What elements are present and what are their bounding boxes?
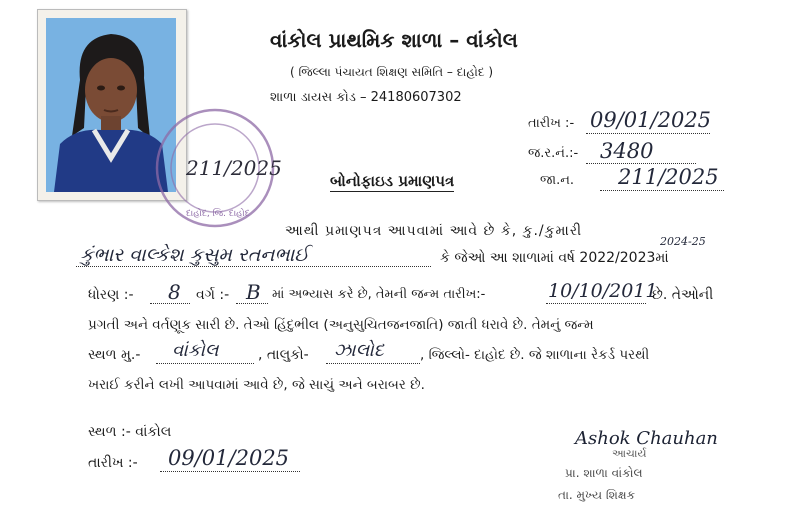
meta-date-label: તારીખ :-	[528, 116, 575, 131]
dob-value: 10/10/2011	[548, 280, 658, 302]
student-name-underline	[76, 266, 431, 267]
body-line-3-tail: છે. તેઓની	[652, 287, 714, 303]
footer-place: સ્થળ :- વાંકોલ	[88, 424, 172, 440]
dise-code: શાળા ડાયસ કોડ – 24180607302	[270, 90, 462, 105]
meta-date-underline	[586, 133, 710, 134]
class-underline	[236, 303, 268, 304]
std-label: ધોરણ :-	[88, 287, 134, 303]
std-value: 8	[168, 280, 181, 304]
class-value: B	[246, 280, 261, 304]
body-line-3-mid: માં અભ્યાસ કરે છે, તેમની જન્મ તારીખ:-	[272, 287, 486, 302]
stamp-ring-text: દાહોદ, જિ. દાહોદ	[186, 209, 250, 219]
body-line-2-tail: કે જેઓ આ શાળામાં વર્ષ 2022/2023માં	[440, 250, 669, 266]
jak-underline	[600, 190, 724, 191]
place-label: સ્થળ મુ.-	[88, 347, 141, 363]
std-underline	[150, 303, 190, 304]
body-line-4: પ્રગતી અને વર્તણૂક સારી છે. તેઓ હિંદુભીલ (અનુસુચિતજનજાતિ) જાતી ધરાવે છે. તેમનું જન્મ	[88, 317, 594, 333]
place-underline	[156, 363, 254, 364]
footer-date-value: 09/01/2025	[168, 446, 290, 470]
footer-date-label: તારીખ :-	[88, 455, 138, 471]
signature-title: આચાર્ય	[612, 447, 647, 460]
school-name: વાંકોલ પ્રાથમિક શાળા – વાંકોલ	[270, 28, 518, 52]
jak-label: જા.ન.	[540, 173, 575, 188]
stamp-line-1: પ્રા. શાળા વાંકોલ	[565, 466, 643, 480]
body-line-6: ખરાઈ કરીને લખી આપવામાં આવે છે, જે સાચું અને બરાબર છે.	[88, 377, 425, 393]
taluka-value: ઝાલોદ	[334, 340, 384, 361]
place-value: વાંકોલ	[172, 340, 219, 361]
taluka-label: , તાલુકો-	[258, 347, 309, 363]
class-label: વર્ગ :-	[196, 287, 230, 303]
taluka-underline	[326, 363, 420, 364]
stamp-number: 211/2025	[186, 156, 282, 180]
gr-underline	[586, 163, 696, 164]
school-subtitle: ( જિલ્લા પંચાયત શિક્ષણ સમિતિ – દાહોદ )	[290, 65, 494, 79]
district-text: , જિલ્લો- દાહોદ છે. જે શાળાના રેકર્ડ પરથી	[420, 347, 650, 363]
meta-date-value: 09/01/2025	[590, 108, 712, 132]
gr-label: જ.ર.નં.:-	[528, 146, 579, 161]
year-note: 2024-25	[660, 235, 706, 248]
stamp-line-2: તા. મુખ્ય શિક્ષક	[558, 488, 636, 502]
student-name: કુંભાર વાલ્કેશ કુસુમ રતનભાઈ	[80, 244, 309, 266]
footer-date-underline	[160, 471, 300, 472]
certificate-title: બોનોફાઇડ પ્રમાણપત્ર	[330, 172, 455, 190]
gr-value: 3480	[600, 139, 654, 163]
body-line-1: આથી પ્રમાણપત્ર આપવામાં આવે છે કે, કુ./કુમારી	[285, 223, 583, 239]
jak-value: 211/2025	[618, 165, 719, 189]
principal-signature: Ashok Chauhan	[575, 428, 718, 449]
dob-underline	[546, 303, 646, 304]
